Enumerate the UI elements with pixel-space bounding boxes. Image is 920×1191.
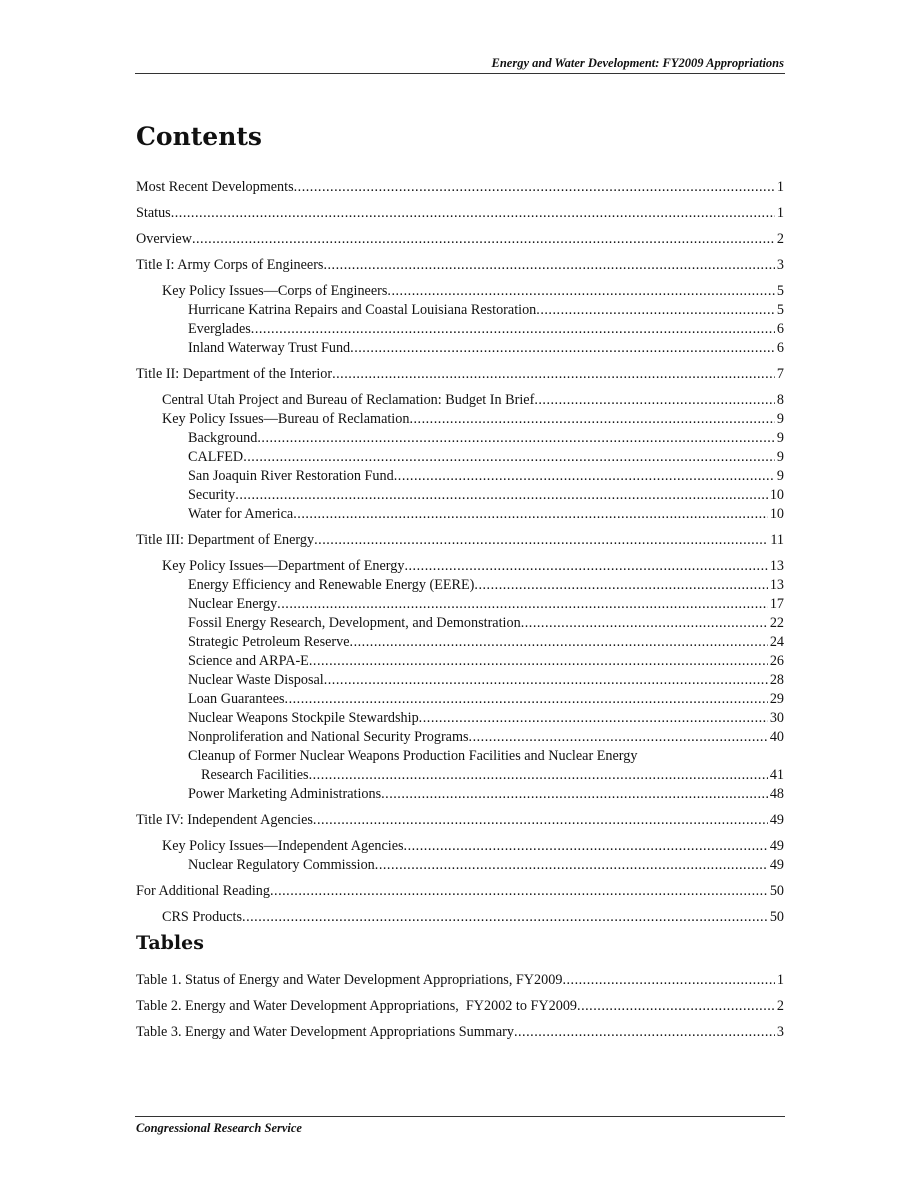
toc-label: Nuclear Weapons Stockpile Stewardship	[188, 710, 419, 726]
toc-label: CALFED	[188, 449, 244, 465]
toc-page: 49	[769, 838, 784, 854]
toc-label: Background	[188, 430, 258, 446]
toc-page: 5	[776, 302, 784, 318]
toc-entry[interactable]	[136, 856, 784, 875]
toc-entry[interactable]	[136, 766, 784, 785]
toc-label: Hurricane Katrina Repairs and Coastal Louisiana Restoration	[188, 302, 537, 318]
toc-page: 1	[776, 179, 784, 195]
toc-label: Title III: Department of Energy	[136, 532, 315, 548]
toc-page: 50	[769, 883, 784, 899]
toc-label-continued: Research Facilities	[201, 767, 309, 783]
toc-entry[interactable]	[136, 908, 784, 927]
table-entry[interactable]	[136, 1023, 784, 1042]
toc-page: 2	[776, 231, 784, 247]
table-page: 2	[776, 998, 784, 1014]
toc-label: Nuclear Energy	[188, 596, 278, 612]
toc-entry[interactable]	[136, 448, 784, 467]
toc-label: Key Policy Issues—Bureau of Reclamation	[162, 411, 410, 427]
toc-page: 48	[769, 786, 784, 802]
toc-label: Key Policy Issues—Independent Agencies	[162, 838, 404, 854]
toc-page: 6	[776, 340, 784, 356]
toc-label: Loan Guarantees	[188, 691, 285, 707]
toc-entry[interactable]	[136, 391, 784, 410]
toc-entry[interactable]	[136, 256, 784, 275]
contents-heading: Contents	[136, 122, 263, 151]
toc-entry[interactable]	[136, 204, 784, 223]
toc-page: 50	[769, 909, 784, 925]
toc-page: 26	[769, 653, 784, 669]
toc-entry[interactable]	[136, 671, 784, 690]
table-label: Table 3. Energy and Water Development Appropriations Summary	[136, 1024, 514, 1040]
list-of-tables	[136, 971, 784, 1042]
toc-entry[interactable]	[136, 410, 784, 429]
table-label: Table 2. Energy and Water Development Appropriations, FY2002 to FY2009	[136, 998, 578, 1014]
table-page: 1	[776, 972, 784, 988]
toc-page: 10	[769, 487, 784, 503]
toc-entry[interactable]	[136, 728, 784, 747]
toc-page: 10	[769, 506, 784, 522]
toc-label: Power Marketing Administrations	[188, 786, 382, 802]
toc-label: CRS Products	[162, 909, 243, 925]
toc-entry[interactable]	[136, 557, 784, 576]
toc-label: Fossil Energy Research, Development, and Demonstration	[188, 615, 521, 631]
toc-page: 40	[769, 729, 784, 745]
toc-entry[interactable]	[136, 652, 784, 671]
toc-entry[interactable]	[136, 282, 784, 301]
toc-page: 13	[769, 558, 784, 574]
toc-label: Key Policy Issues—Corps of Engineers	[162, 283, 388, 299]
toc-entry[interactable]	[136, 709, 784, 728]
toc-label: Water for America	[188, 506, 294, 522]
toc-label: Title I: Army Corps of Engineers	[136, 257, 324, 273]
toc-entry[interactable]	[136, 595, 784, 614]
toc-entry[interactable]	[136, 467, 784, 486]
toc-label: Science and ARPA-E	[188, 653, 309, 669]
toc-label: San Joaquin River Restoration Fund	[188, 468, 394, 484]
toc-label: Everglades	[188, 321, 251, 337]
toc-entry[interactable]	[136, 429, 784, 448]
toc-label: Energy Efficiency and Renewable Energy (EERE)	[188, 577, 475, 593]
toc-label: Strategic Petroleum Reserve	[188, 634, 350, 650]
toc-page: 7	[776, 366, 784, 382]
toc-label: For Additional Reading	[136, 883, 270, 899]
footer-rule	[135, 1116, 785, 1117]
toc-label: Title IV: Independent Agencies	[136, 812, 313, 828]
toc-label: Central Utah Project and Bureau of Reclamation: Budget In Brief	[162, 392, 535, 408]
toc-page: 41	[769, 767, 784, 783]
toc-entry[interactable]	[136, 320, 784, 339]
toc-page: 29	[769, 691, 784, 707]
table-label: Table 1. Status of Energy and Water Development Appropriations, FY2009	[136, 972, 563, 988]
toc-page: 28	[769, 672, 784, 688]
table-entry[interactable]	[136, 997, 784, 1016]
toc-entry[interactable]	[136, 837, 784, 856]
toc-label: Key Policy Issues—Department of Energy	[162, 558, 405, 574]
toc-label: Nuclear Regulatory Commission	[188, 857, 375, 873]
toc-page: 17	[769, 596, 784, 612]
header-rule	[135, 73, 785, 74]
toc-entry[interactable]	[136, 230, 784, 249]
toc-entry[interactable]	[136, 531, 784, 550]
toc-page: 9	[776, 468, 784, 484]
toc-page: 1	[776, 205, 784, 221]
toc-page: 22	[769, 615, 784, 631]
toc-entry[interactable]	[136, 365, 784, 384]
toc-page: 9	[776, 449, 784, 465]
toc-entry-wrapped-label[interactable]: Cleanup of Former Nuclear Weapons Production Facilities and Nuclear Energy	[188, 748, 638, 764]
toc-entry[interactable]	[136, 178, 784, 197]
toc-page: 13	[769, 577, 784, 593]
toc-entry[interactable]	[136, 505, 784, 524]
toc-page: 9	[776, 430, 784, 446]
toc-label: Title II: Department of the Interior	[136, 366, 333, 382]
toc-label: Nonproliferation and National Security Programs	[188, 729, 469, 745]
toc-label: Security	[188, 487, 236, 503]
toc-page: 30	[769, 710, 784, 726]
toc-page: 5	[776, 283, 784, 299]
toc-page: 6	[776, 321, 784, 337]
toc-entry[interactable]	[136, 301, 784, 320]
toc-page: 3	[776, 257, 784, 273]
toc-label: Most Recent Developments	[136, 179, 294, 195]
toc-label: Nuclear Waste Disposal	[188, 672, 324, 688]
header-title: Energy and Water Development: FY2009 Appropriations	[491, 56, 784, 70]
toc-page: 9	[776, 411, 784, 427]
table-page: 3	[776, 1024, 784, 1040]
toc-entry[interactable]	[136, 811, 784, 830]
toc-entry[interactable]	[136, 882, 784, 901]
toc-label: Status	[136, 205, 171, 221]
toc-page: 8	[776, 392, 784, 408]
toc-entry[interactable]	[136, 486, 784, 505]
toc-entry[interactable]	[136, 785, 784, 804]
footer-text: Congressional Research Service	[136, 1121, 302, 1135]
toc-page: 49	[769, 857, 784, 873]
toc-entry[interactable]	[136, 690, 784, 709]
table-entry[interactable]	[136, 971, 784, 990]
toc-entry[interactable]	[136, 576, 784, 595]
table-of-contents	[136, 178, 784, 927]
toc-entry[interactable]	[136, 633, 784, 652]
toc-entry[interactable]	[136, 614, 784, 633]
toc-label: Inland Waterway Trust Fund	[188, 340, 351, 356]
toc-label: Overview	[136, 231, 192, 247]
toc-page: 49	[769, 812, 784, 828]
toc-entry[interactable]	[136, 339, 784, 358]
toc-page: 24	[769, 634, 784, 650]
toc-page: 11	[770, 532, 784, 548]
tables-heading: Tables	[136, 932, 204, 954]
